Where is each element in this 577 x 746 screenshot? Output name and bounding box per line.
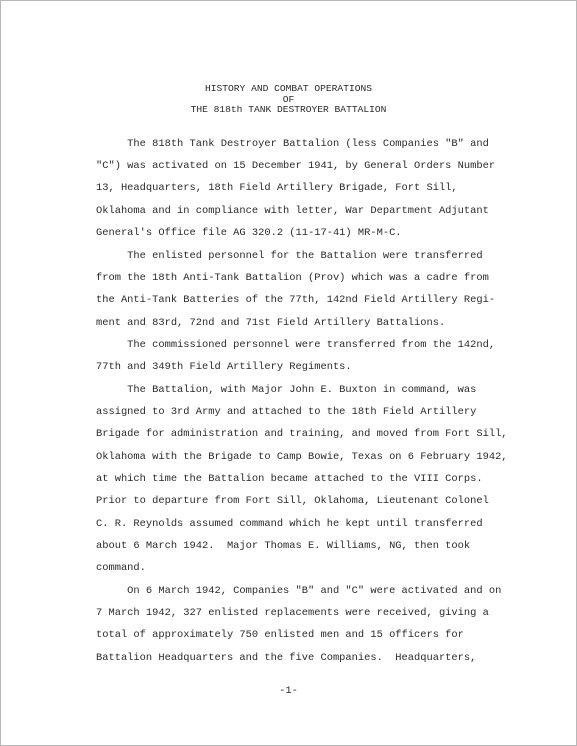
text-line: about 6 March 1942. Major Thomas E. Williams, NG, then took bbox=[96, 540, 471, 552]
text-line: "C") was activated on 15 December 1941, by General Orders Number bbox=[96, 160, 496, 172]
title-line-3: THE 818th TANK DESTROYER BATTALION bbox=[190, 104, 387, 115]
text-line: On 6 March 1942, Companies "B" and "C" were activated and on bbox=[96, 585, 502, 597]
text-line: The 818th Tank Destroyer Battalion (less Companies "B" and bbox=[96, 138, 489, 150]
text-line: Oklahoma and in compliance with letter, War Department Adjutant bbox=[96, 205, 489, 217]
text-line: Battalion Headquarters and the five Companies. Headquarters, bbox=[96, 652, 477, 664]
document-title bbox=[1, 84, 576, 116]
page-number: -1- bbox=[279, 685, 298, 697]
text-line: Prior to departure from Fort Sill, Oklahoma, Lieutenant Colonel bbox=[96, 495, 489, 507]
text-line: The Battalion, with Major John E. Buxton in command, was bbox=[96, 384, 477, 396]
text-line: at which time the Battalion became attached to the VIII Corps. bbox=[96, 473, 483, 485]
text-line: ment and 83rd, 72nd and 71st Field Artillery Battalions. bbox=[96, 317, 446, 329]
text-line: General's Office file AG 320.2 (11-17-41) MR-M-C. bbox=[96, 227, 402, 239]
title-line-2: OF bbox=[282, 93, 295, 105]
text-line: from the 18th Anti-Tank Battalion (Prov) which was a cadre from bbox=[96, 272, 489, 284]
text-line: The commissioned personnel were transferred from the 142nd, bbox=[96, 339, 496, 351]
text-line: C. R. Reynolds assumed command which he kept until transferred bbox=[96, 518, 483, 530]
text-line: assigned to 3rd Army and attached to the 18th Field Artillery bbox=[96, 406, 477, 418]
text-line: 7 March 1942, 327 enlisted replacements were received, giving a bbox=[96, 607, 489, 619]
text-line: Oklahoma with the Brigade to Camp Bowie, Texas on 6 February 1942, bbox=[96, 451, 508, 463]
text-line: command. bbox=[96, 562, 146, 574]
title-line-1: HISTORY AND COMBAT OPERATIONS bbox=[205, 83, 372, 94]
text-line: the Anti-Tank Batteries of the 77th, 142nd Field Artillery Regi- bbox=[96, 294, 496, 306]
text-line: Brigade for administration and training, and moved from Fort Sill, bbox=[96, 428, 508, 440]
text-line: The enlisted personnel for the Battalion were transferred bbox=[96, 250, 483, 262]
text-line: 13, Headquarters, 18th Field Artillery Brigade, Fort Sill, bbox=[96, 182, 458, 194]
text-line: 77th and 349th Field Artillery Regiments. bbox=[96, 361, 352, 373]
text-line: total of approximately 750 enlisted men and 15 officers for bbox=[96, 629, 464, 641]
